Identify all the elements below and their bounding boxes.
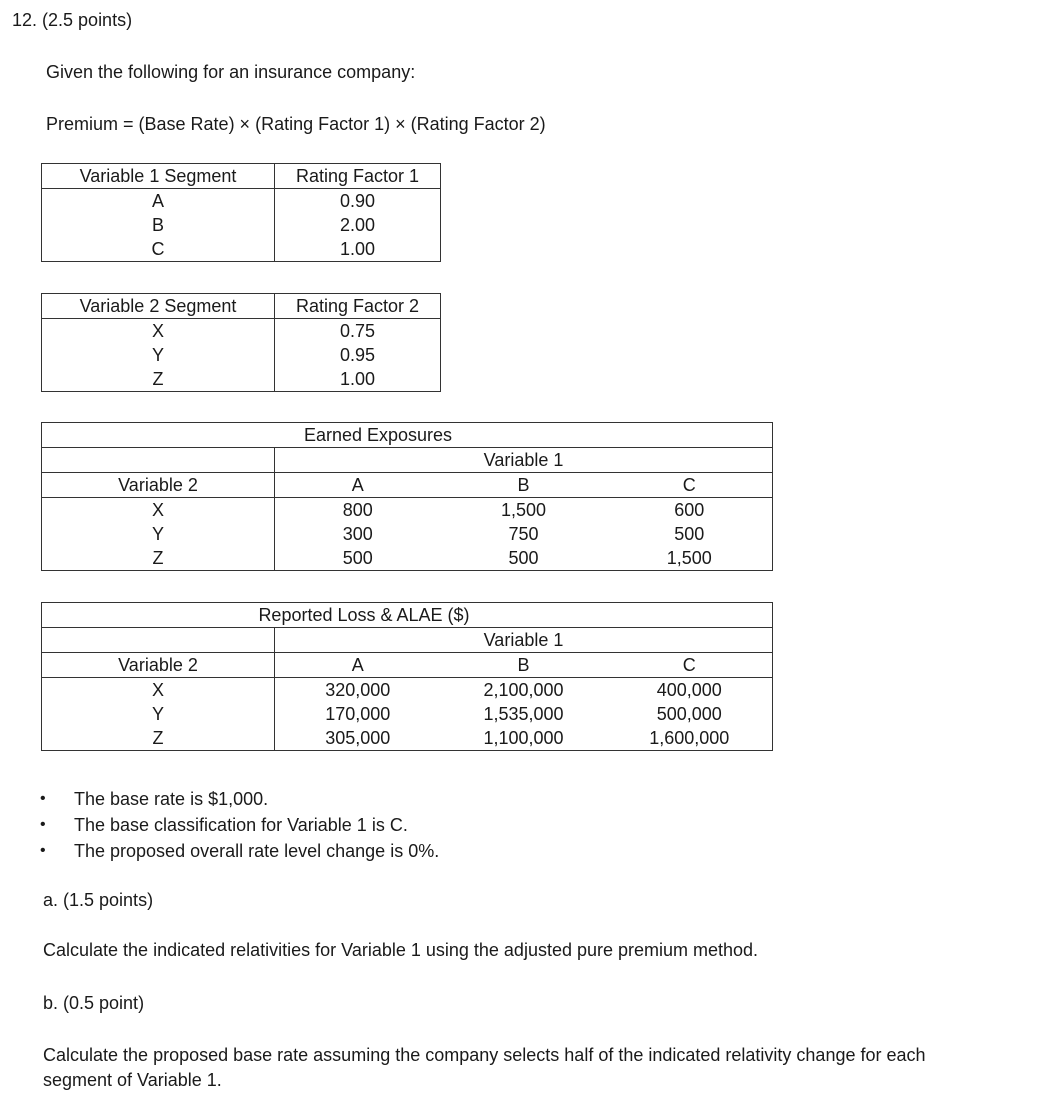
list-item: • The base classification for Variable 1 is C. <box>40 812 439 838</box>
part-a-text: Calculate the indicated relativities for Variable 1 using the adjusted pure premium method. <box>43 940 759 960</box>
earned-exposures-table <box>41 422 773 571</box>
part-b-text-line1: Calculate the proposed base rate assuming the company selects half of the indicated relativity change for each <box>43 1045 926 1065</box>
exposures-cell: 500 <box>508 548 539 568</box>
loss-title: Reported Loss & ALAE ($) <box>258 605 470 625</box>
rating-factor-1-table <box>41 163 441 262</box>
part-b-text-line2: segment of Variable 1. <box>43 1070 222 1090</box>
loss-col-b: B <box>441 653 607 678</box>
exposures-cell: 300 <box>275 522 441 546</box>
table2-cell: Z <box>152 369 164 389</box>
table1-cell: C <box>151 239 165 259</box>
table1-cell: A <box>42 189 275 214</box>
loss-cell: 2,100,000 <box>441 678 607 703</box>
exposures-cell: 800 <box>275 498 441 523</box>
loss-cell: 400,000 <box>607 678 773 703</box>
loss-cell: X <box>42 678 275 703</box>
exposures-col-b: B <box>441 473 607 498</box>
loss-cell: 1,100,000 <box>483 728 564 748</box>
part-a-label: a. (1.5 points) <box>43 890 154 910</box>
assumption-list <box>40 786 439 864</box>
exposures-title: Earned Exposures <box>303 425 453 445</box>
loss-cell: Y <box>151 704 164 724</box>
table1-header-segment: Variable 1 Segment <box>79 166 237 186</box>
exposures-cell: 600 <box>607 498 773 523</box>
loss-group-label: Variable 1 <box>275 628 773 653</box>
list-item: • The proposed overall rate level change is 0%. <box>40 838 439 864</box>
loss-cell: 320,000 <box>275 678 441 703</box>
loss-cell: Z <box>152 728 164 748</box>
loss-col-a: A <box>275 653 441 678</box>
reported-loss-table <box>41 602 773 751</box>
table2-cell: X <box>42 319 275 344</box>
intro-text: Given the following for an insurance company: <box>46 62 416 82</box>
premium-formula: Premium = (Base Rate) × (Rating Factor 1) × (Rating Factor 2) <box>46 114 546 134</box>
table1-cell: 1.00 <box>275 237 441 262</box>
table2-header-segment: Variable 2 Segment <box>79 296 237 316</box>
exposures-row-header: Variable 2 <box>42 473 275 498</box>
loss-cell: 1,600,000 <box>649 728 730 748</box>
table2-cell: 1.00 <box>275 367 441 392</box>
table1-header-factor: Rating Factor 1 <box>275 164 441 189</box>
table1-cell: 0.90 <box>275 189 441 214</box>
rating-factor-2-table <box>41 293 441 392</box>
table2-header-factor: Rating Factor 2 <box>275 294 441 319</box>
table1-cell: B <box>151 215 164 235</box>
exposures-cell: 1,500 <box>441 498 607 523</box>
loss-cell: 305,000 <box>275 726 441 751</box>
exposures-group-label: Variable 1 <box>275 448 773 473</box>
loss-cell: 170,000 <box>275 702 441 726</box>
exposures-cell: Y <box>151 524 164 544</box>
exposures-cell: Z <box>152 548 164 568</box>
loss-cell: 500,000 <box>656 704 722 724</box>
exposures-cell: 500 <box>674 524 705 544</box>
exposures-cell: 750 <box>508 524 539 544</box>
table2-cell: 0.75 <box>275 319 441 344</box>
loss-row-header: Variable 2 <box>42 653 275 678</box>
list-item: • The base rate is $1,000. <box>40 786 439 812</box>
loss-col-c: C <box>607 653 773 678</box>
exposures-cell: 500 <box>275 546 441 571</box>
part-b-label: b. (0.5 point) <box>43 993 145 1013</box>
loss-cell: 1,535,000 <box>483 704 564 724</box>
table2-cell: Y <box>151 345 164 365</box>
question-number: 12. (2.5 points) <box>12 10 133 30</box>
table2-cell: 0.95 <box>275 343 441 367</box>
exposures-col-c: C <box>607 473 773 498</box>
exposures-cell: X <box>42 498 275 523</box>
exposures-cell: 1,500 <box>666 548 712 568</box>
exposures-col-a: A <box>275 473 441 498</box>
table1-cell: 2.00 <box>275 213 441 237</box>
